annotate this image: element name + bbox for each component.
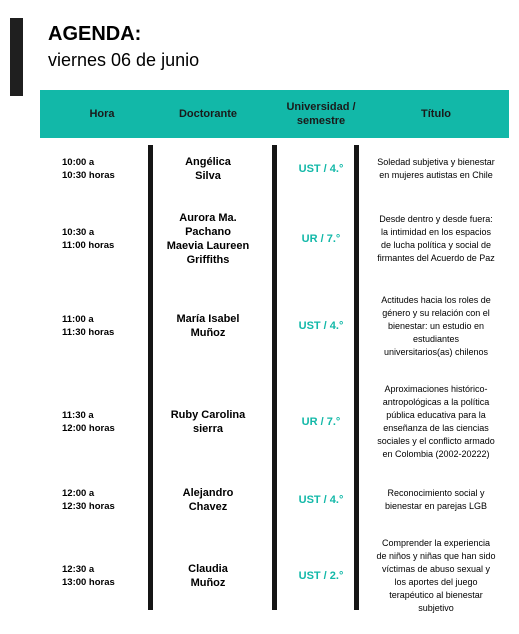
- time-cell: 12:30 a 13:00 horas: [62, 564, 115, 588]
- table-row: [40, 382, 509, 462]
- doctorante-cell: Aurora Ma. Pachano Maevia Laureen Griffiths: [166, 212, 250, 266]
- title-cell: Reconocimiento social y bienestar en parejas LGB: [384, 488, 488, 511]
- agenda-title: AGENDA:: [48, 23, 142, 45]
- header-hora: Hora: [89, 108, 115, 120]
- title-cell: Desde dentro y desde fuera: la intimidad en los espacios de lucha política y social de firmantes del Acuerdo de Paz: [377, 214, 495, 263]
- doctorante-cell: Alejandro Chavez: [182, 487, 234, 513]
- header-universidad: Universidad / semestre: [286, 101, 356, 127]
- table-row: [40, 536, 509, 616]
- time-cell: 11:30 a 12:00 horas: [62, 410, 115, 434]
- agenda-date: viernes 06 de junio: [48, 50, 200, 70]
- title-cell: Actitudes hacia los roles de género y su relación con el bienestar: un estudio en estudiantes universitarios(as) chilenos: [381, 294, 491, 357]
- table-row: [40, 208, 509, 270]
- title-cell: Soledad subjetiva y bienestar en mujeres autistas en Chile: [377, 157, 495, 180]
- doctorante-cell: Claudia Muñoz: [188, 563, 228, 589]
- university-cell: UST / 4.°: [298, 494, 344, 506]
- table-row: [40, 290, 509, 362]
- university-cell: UST / 4.°: [298, 163, 344, 175]
- header-titulo: Título: [421, 108, 451, 120]
- time-cell: 12:00 a 12:30 horas: [62, 488, 115, 512]
- time-cell: 10:30 a 11:00 horas: [62, 227, 115, 251]
- table-row: [40, 480, 509, 520]
- table-row: [40, 148, 509, 190]
- doctorante-cell: Angélica Silva: [185, 156, 231, 182]
- time-cell: 10:00 a 10:30 horas: [62, 157, 115, 181]
- doctorante-cell: Ruby Carolina sierra: [170, 409, 246, 435]
- university-cell: UR / 7.°: [301, 233, 341, 245]
- university-cell: UST / 2.°: [298, 570, 344, 582]
- title-cell: Comprender la experiencia de niños y niñas que han sido víctimas de abuso sexual y los aportes del juego terapéutico al bienestar subjetivo: [376, 538, 496, 613]
- decorative-side-bar: [10, 18, 23, 96]
- university-cell: UST / 4.°: [298, 320, 344, 332]
- time-cell: 11:00 a 11:30 horas: [62, 314, 115, 338]
- title-cell: Aproximaciones histórico- antropológicas a la política pública educativa para la enseñanza de las ciencias sociales y el conflicto armado en Colombia (2002-20222): [377, 384, 495, 459]
- university-cell: UR / 7.°: [301, 416, 341, 428]
- doctorante-cell: María Isabel Muñoz: [176, 313, 240, 339]
- header-doctorante: Doctorante: [178, 108, 238, 120]
- table-header: [40, 90, 509, 138]
